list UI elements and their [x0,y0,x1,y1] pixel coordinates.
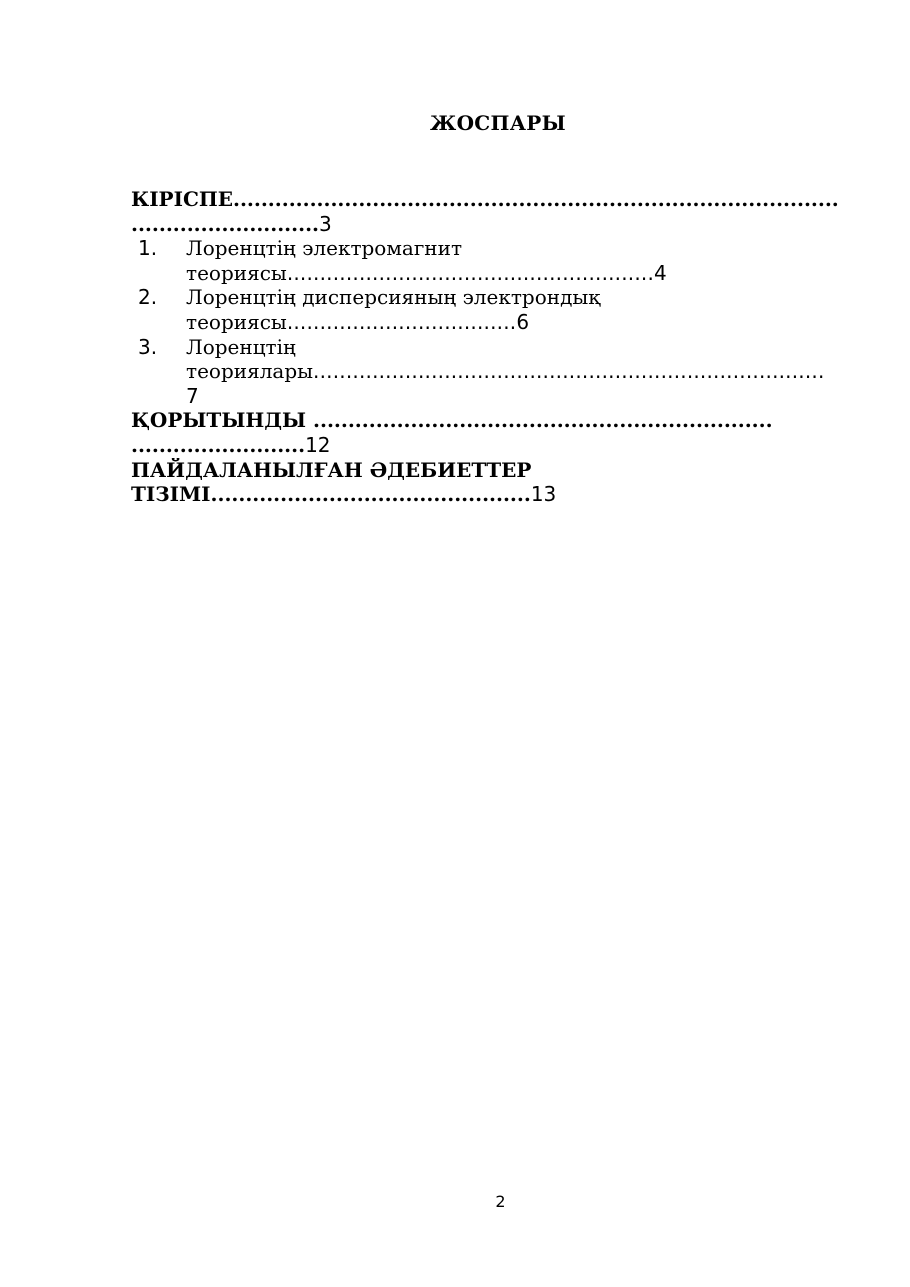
toc-entry-references-page: 13 [530,482,557,507]
toc-item-2-line1: Лоренцтің дисперсияның электрондық [186,285,601,310]
toc-item-3-page: 7 [186,383,199,408]
toc-item-1-number: 1. [138,236,158,261]
toc-entry-conclusion-line2 [131,433,871,458]
toc-entry-intro-page: 3 [319,211,332,236]
toc-entry-references-line2 [131,482,871,507]
toc-item-1-line1: Лоренцтің электромагнит [186,236,463,261]
toc-item-1-text: теориясы [186,260,287,285]
toc-item-2-dots: ................................... [286,309,517,334]
page-title: ЖОСПАРЫ [430,111,566,135]
toc-item-2-page: 6 [516,309,530,334]
toc-entry-conclusion-dots: ......................... [131,432,306,457]
toc-item-2-text: теориясы [186,309,287,334]
toc-item-3-dots: .............................................................................. [313,359,825,384]
toc-item-2-number: 2. [138,285,158,310]
toc-entry-intro-line1: КІРІСПЕ....................................................................................... [131,187,839,211]
toc-item-2-line2 [186,310,871,335]
toc-item-3-number: 3. [138,334,158,359]
toc-item-3 [131,335,871,409]
toc-item-1-page: 4 [654,260,667,285]
toc-item-1-dots: ........................................................ [286,260,655,285]
toc-entry-references-line1: ПАЙДАЛАНЫЛҒАН ӘДЕБИЕТТЕР [131,457,532,482]
toc-item-1-line2 [186,261,871,286]
toc-item-3-line3 [186,384,871,409]
toc-entry-references-text: ТІЗІМІ [131,482,211,507]
toc-item-1 [131,236,871,285]
toc-entry-conclusion-line1: ҚОРЫТЫНДЫ .................................................................. [131,408,773,433]
toc-entry-conclusion-page: 12 [305,432,331,457]
table-of-contents [131,187,871,507]
toc-entry-intro-dots: ........................... [131,211,319,236]
toc-item-3-text: теориялары [186,359,314,384]
toc-entry-references-dots: .............................................. [210,482,531,507]
toc-item-2 [131,285,871,334]
toc-item-3-line2 [186,359,871,384]
toc-item-3-line1: Лоренцтің [186,334,296,359]
page-number: 2 [495,1192,506,1211]
toc-entry-intro-line2 [131,212,871,237]
